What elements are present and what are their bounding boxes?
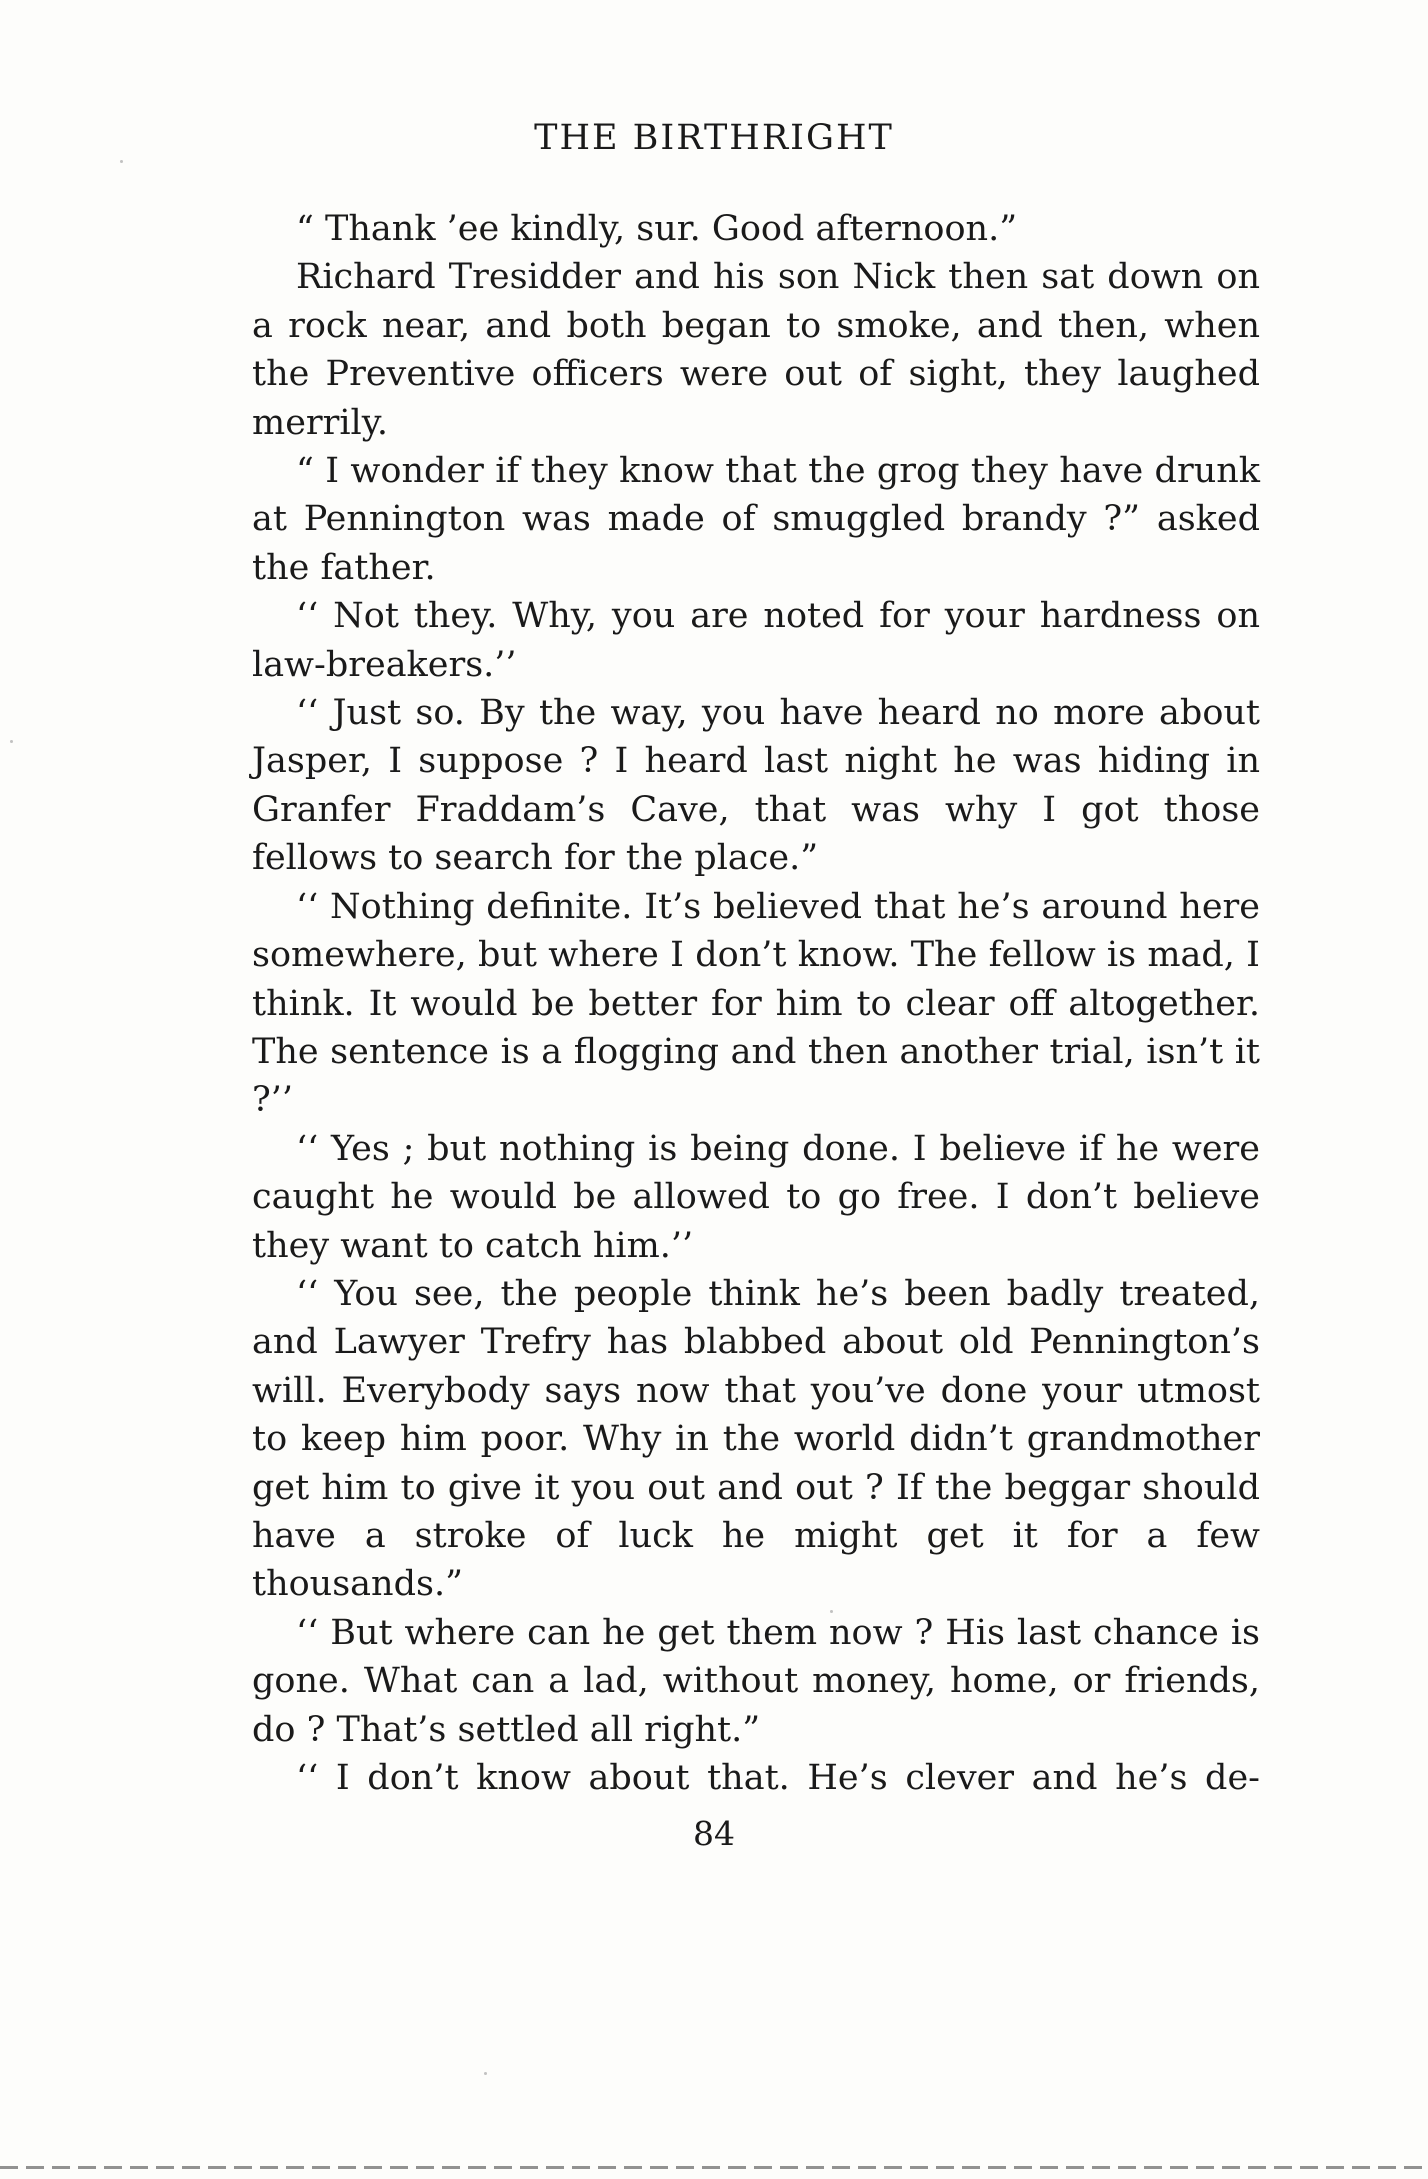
paragraph: “ Thank ’ee kindly, sur. Good afternoon.” bbox=[296, 209, 1018, 249]
running-head: THE BIRTHRIGHT bbox=[534, 118, 894, 158]
body-text bbox=[252, 205, 1260, 1802]
scan-speck bbox=[10, 740, 13, 743]
paragraph: “ I wonder if they know that the grog they have drunk at Pennington was made of smuggled brandy ?” asked the father. bbox=[252, 451, 1260, 588]
paragraph-continued: ‘‘ I don’t know about that. He’s clever and he’s de- bbox=[296, 1758, 1260, 1798]
scan-speck bbox=[484, 2072, 487, 2075]
page-number: 84 bbox=[693, 1814, 735, 1853]
scan-speck bbox=[120, 160, 123, 163]
scan-speck bbox=[830, 1610, 833, 1613]
paragraph: ‘‘ Not they. Why, you are noted for your hardness on law-breakers.’’ bbox=[252, 596, 1260, 685]
paragraph: ‘‘ Nothing definite. It’s believed that he’s around here somewhere, but where I don’t know. The fellow is mad, I think. It would be better for him to clear off altogether. The sentence is a flogging and then another trial, isn’t it ?’’ bbox=[252, 886, 1260, 1121]
paragraph: ‘‘ Yes ; but nothing is being done. I believe if he were caught he would be allowed to go free. I don’t believe they want to catch him.’’ bbox=[252, 1128, 1260, 1266]
paragraph: Richard Tresidder and his son Nick then sat down on a rock near, and both began to smoke, and then, when the Preventive officers were out of sight, they laughed merrily. bbox=[252, 257, 1260, 443]
scan-edge bbox=[0, 2166, 1428, 2169]
paragraph: ‘‘ Just so. By the way, you have heard no more about Jasper, I suppose ? I heard last night he was hiding in Granfer Fraddam’s Cave, that was why I got those fellows to search for the place.” bbox=[252, 693, 1260, 879]
paragraph: ‘‘ But where can he get them now ? His last chance is gone. What can a lad, without money, home, or friends, do ? That’s settled all right.” bbox=[252, 1612, 1260, 1750]
paragraph: ‘‘ You see, the people think he’s been badly treated, and Lawyer Trefry has blabbed about old Pennington’s will. Everybody says now that you’ve done your utmost to keep him poor. Why in the world didn’t grandmother get him to give it you out and out ? If the beggar should have a stroke of luck he might get it for a few thousands.” bbox=[252, 1273, 1260, 1605]
